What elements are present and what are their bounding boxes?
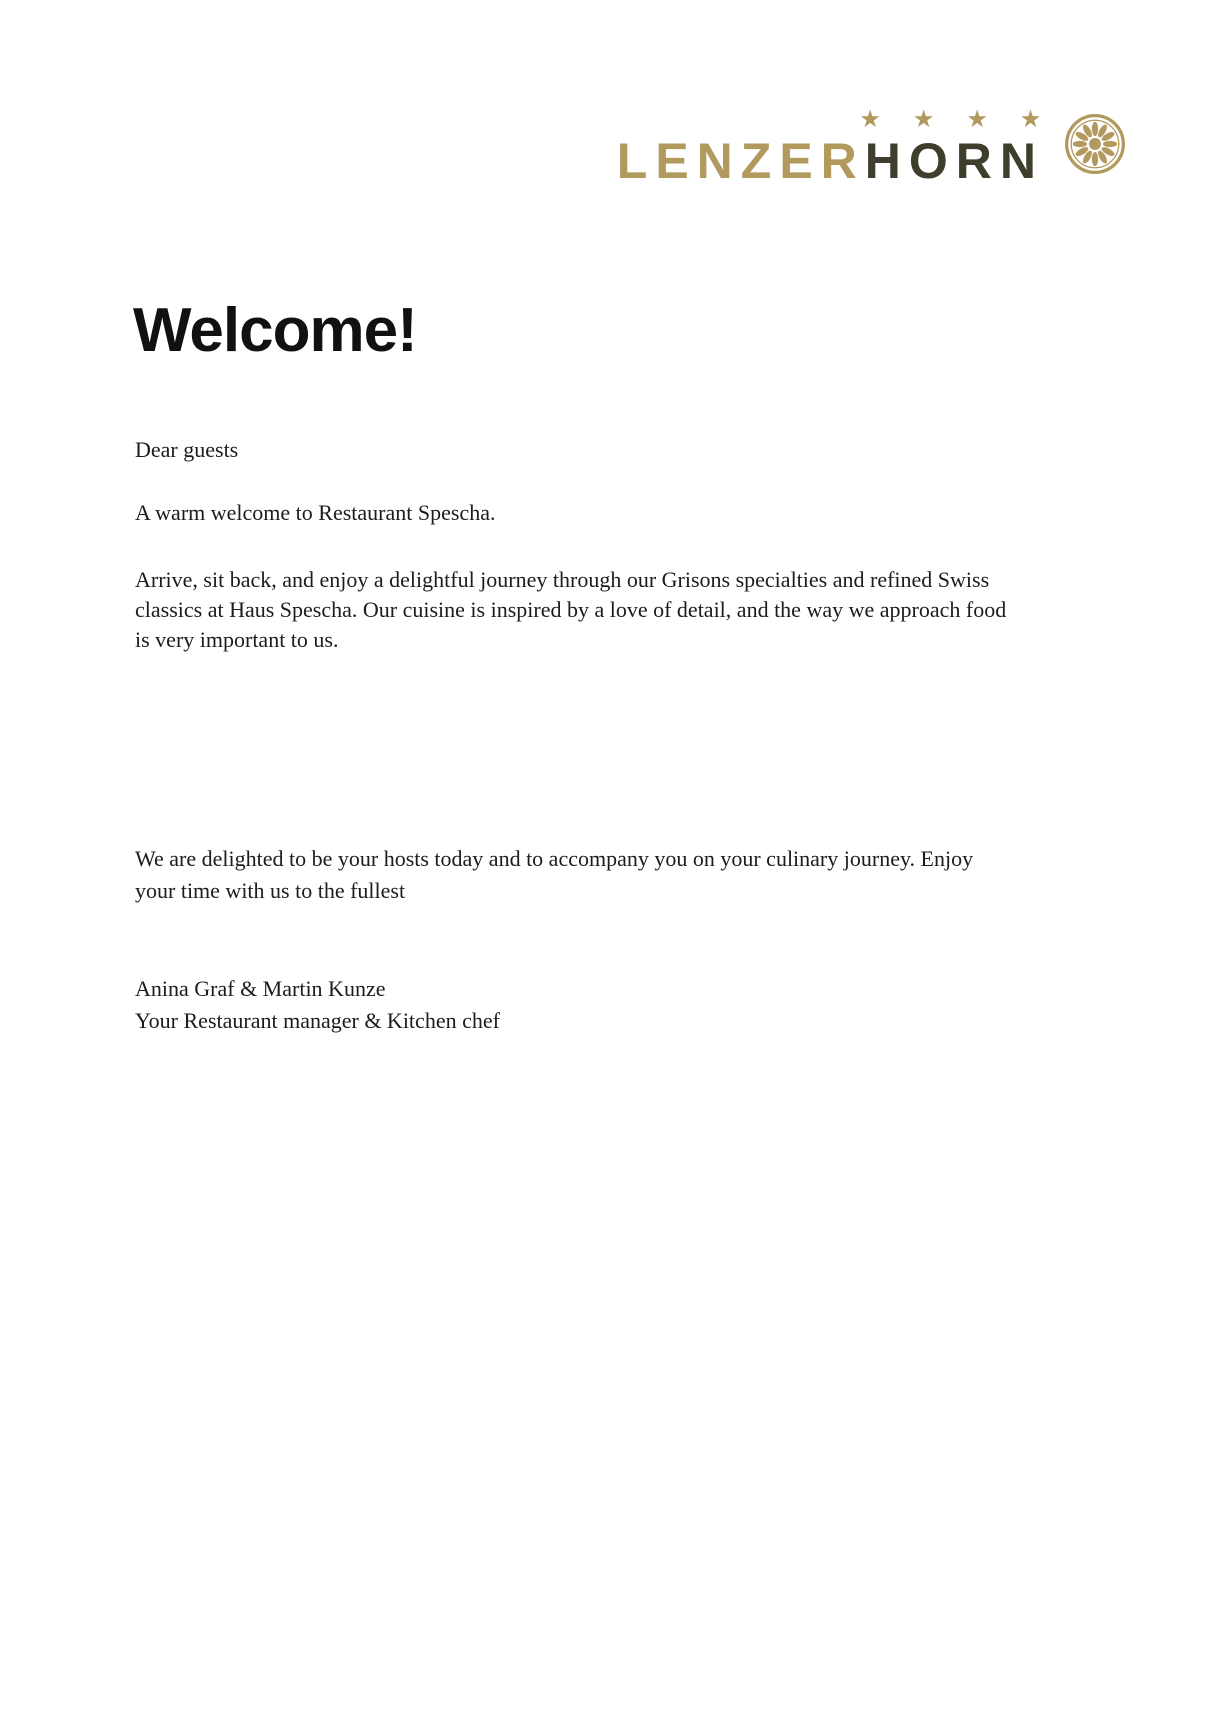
star-icon: ★ xyxy=(914,108,934,131)
hotel-emblem-icon xyxy=(1063,112,1127,176)
body-paragraph-line: Arrive, sit back, and enjoy a delightful journey through our Grisons specialties and refined Swiss xyxy=(135,567,990,592)
logo-text-lenzer: LENZER xyxy=(616,133,865,189)
signature-names: Anina Graf & Martin Kunze xyxy=(135,976,386,1001)
logo-wordmark xyxy=(616,108,1044,189)
body-paragraph-line: classics at Haus Spescha. Our cuisine is inspired by a love of detail, and the way we approach food xyxy=(135,597,1007,622)
page-title: Welcome! xyxy=(133,296,417,365)
logo-text-horn-label: HORN xyxy=(864,133,1044,189)
star-icon: ★ xyxy=(860,108,880,131)
closing-paragraph-line: your time with us to the fullest xyxy=(135,878,406,903)
body-paragraph xyxy=(135,565,1125,655)
star-icon: ★ xyxy=(967,108,987,131)
hotel-logo xyxy=(616,108,1127,189)
salutation: Dear guests xyxy=(135,437,239,462)
closing-paragraph-line: We are delighted to be your hosts today and to accompany you on your culinary journey. Enjoy xyxy=(135,846,974,871)
closing-paragraph xyxy=(135,843,1125,907)
intro-paragraph: A warm welcome to Restaurant Spescha. xyxy=(135,500,496,525)
signature-block xyxy=(135,973,1125,1037)
star-icon: ★ xyxy=(1021,108,1040,131)
signature-roles: Your Restaurant manager & Kitchen chef xyxy=(135,1008,500,1033)
logo-text-horn xyxy=(860,108,1044,189)
body-paragraph-line: is very important to us. xyxy=(135,627,339,652)
logo-stars xyxy=(861,109,1040,130)
